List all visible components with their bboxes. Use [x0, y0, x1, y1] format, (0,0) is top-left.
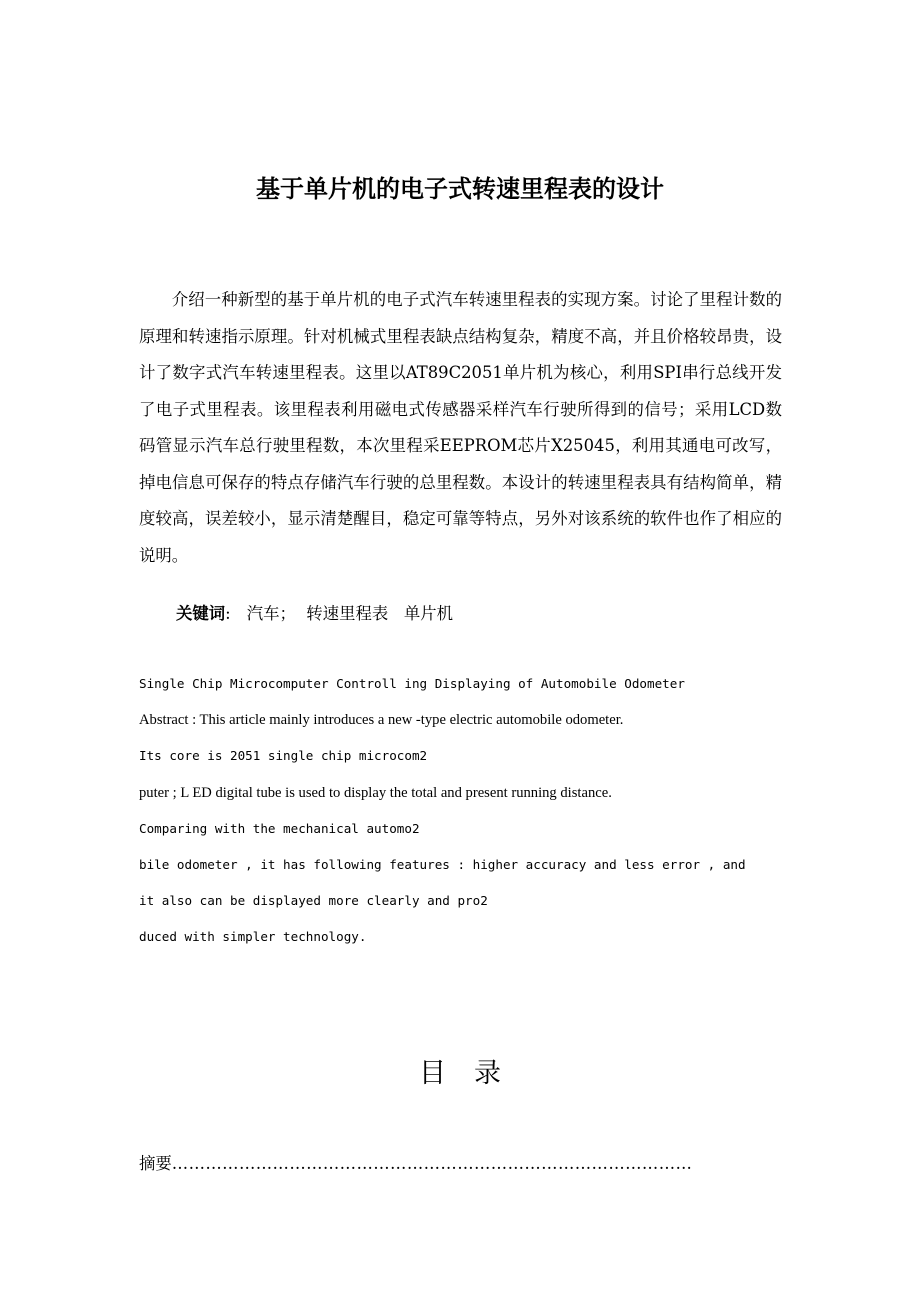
english-abstract-line: Abstract : This article mainly introduces a new -type electric automobile odometer. — [139, 712, 624, 729]
english-abstract-line: puter ; L ED digital tube is used to display the total and present running distance. — [139, 784, 612, 801]
toc-entry[interactable] — [139, 1148, 779, 1180]
keywords-text: 汽车； 转速里程表 单片机 — [246, 604, 454, 623]
english-abstract-line: it also can be displayed more clearly and pro2 — [139, 893, 488, 909]
keywords-line — [176, 598, 453, 630]
english-abstract-line: bile odometer , it has following features : higher accuracy and less error , and — [139, 856, 746, 872]
keywords-colon: : — [225, 604, 231, 623]
english-abstract-line: Comparing with the mechanical automo2 — [139, 820, 420, 836]
toc-entry-label: 摘要 — [139, 1154, 172, 1173]
toc-entry-leader: ………………………………………………………………………………… — [171, 1154, 693, 1173]
chinese-abstract-paragraph: 介绍一种新型的基于单片机的电子式汽车转速里程表的实现方案。讨论了里程计数的原理和转速指示原理。针对机械式里程表缺点结构复杂，精度不高，并且价格较昂贵，设计了数字式汽车转速里程表。这里以AT89C2051单片机为核心，利用SPI串行总线开发了电子式里程表。该里程表利用磁电式传感器采样汽车行驶所得到的信号；采用LCD数码管显示汽车总行驶里程数，本次里程采EEPROM芯片X25045，利用其通电可改写，掉电信息可保存的特点存储汽车行驶的总里程数。本设计的转速里程表具有结构简单，精度较高，误差较小，显示清楚醒目，稳定可靠等特点，另外对该系统的软件也作了相应的说明。 — [139, 290, 782, 565]
document-title: 基于单片机的电子式转速里程表的设计 — [256, 175, 664, 203]
keywords-label: 关键词 — [176, 604, 226, 623]
toc-heading-char: 录 — [474, 1058, 501, 1089]
english-abstract-line: Its core is 2051 single chip microcom2 — [139, 748, 428, 764]
english-abstract — [139, 666, 789, 956]
toc-heading — [0, 1052, 920, 1096]
toc-heading-char: 目 — [419, 1058, 446, 1089]
english-abstract-line: duced with simpler technology. — [139, 929, 367, 945]
english-title-line: Single Chip Microcomputer Controll ing Displaying of Automobile Odometer — [139, 676, 685, 691]
